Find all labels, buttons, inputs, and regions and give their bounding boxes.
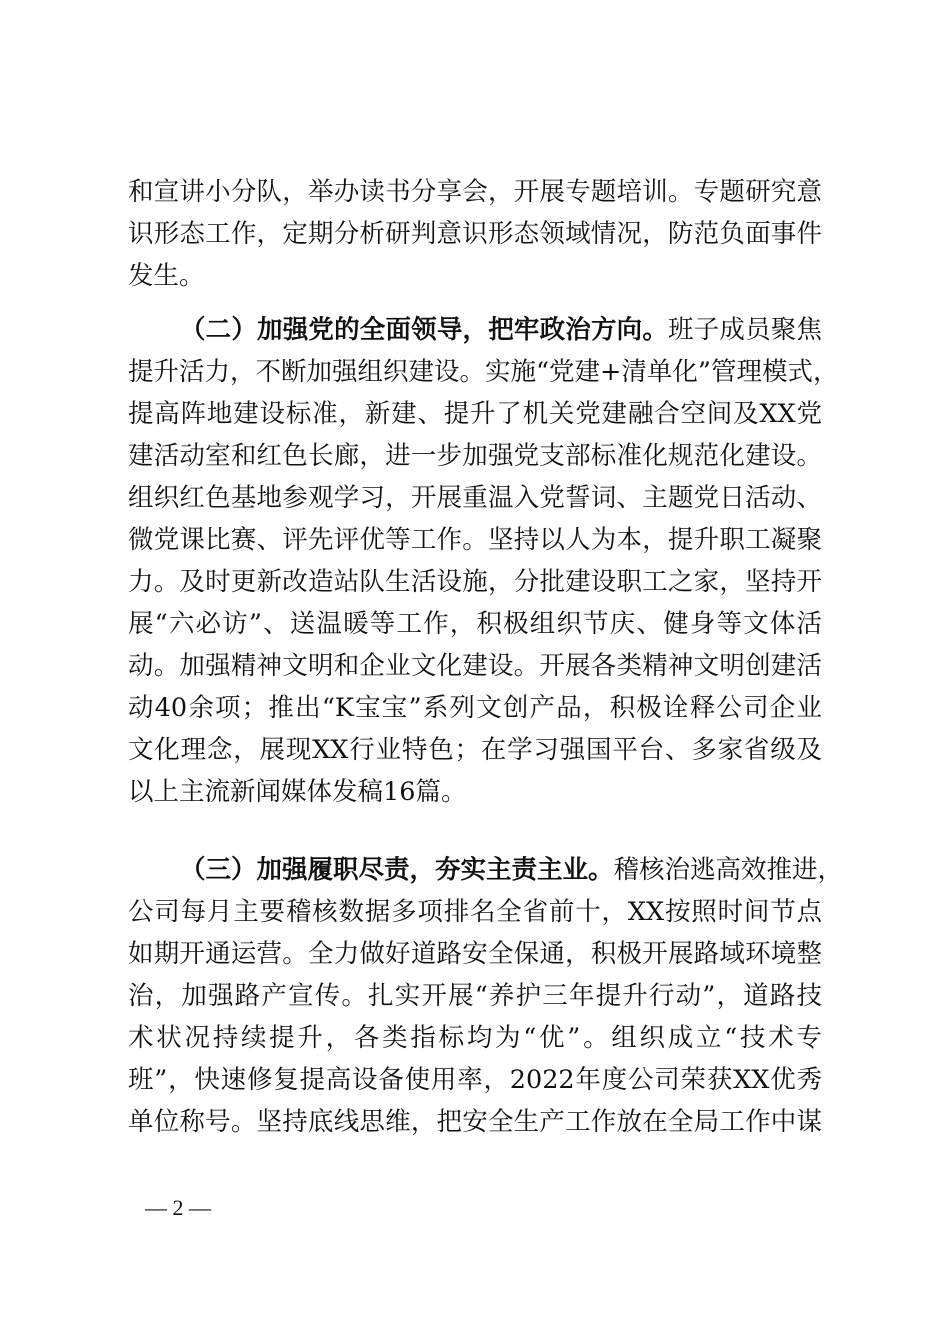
text-line: 单位称号。坚持底线思维，把安全生产工作放在全局工作中谋: [128, 1107, 822, 1137]
text-run: 班子成员聚焦: [668, 315, 822, 345]
section-heading-line: [180, 848, 844, 892]
text-line: 力。及时更新改造站队生活设施，分批建设职工之家，坚持开: [128, 567, 822, 597]
text-line: 班”，快速修复提高设备使用率，2022年度公司荣获XX优秀: [128, 1065, 822, 1095]
text-line: 以上主流新闻媒体发稿16篇。: [128, 777, 467, 807]
text-run: 稽核治逃高效推进，: [613, 855, 844, 885]
text-line: 提升活力，不断加强组织建设。实施“党建+清单化”管理模式，: [128, 357, 839, 387]
text-line: 公司每月主要稽核数据多项排名全省前十，XX按照时间节点: [128, 897, 822, 927]
text-line: 识形态工作，定期分析研判意识形态领域情况，防范负面事件: [128, 219, 822, 249]
section-heading: （二）加强党的全面领导，把牢政治方向。: [180, 315, 669, 345]
text-line: 组织红色基地参观学习，开展重温入党誓词、主题党日活动、: [128, 483, 822, 513]
text-line: 动40余项；推出“K宝宝”系列文创产品，积极诠释公司企业: [128, 693, 822, 723]
text-line: 动。加强精神文明和企业文化建设。开展各类精神文明创建活: [128, 651, 822, 681]
text-line: 术状况持续提升，各类指标均为“优”。组织成立“技术专: [128, 1023, 822, 1053]
text-line: 微党课比赛、评先评优等工作。坚持以人为本，提升职工凝聚: [128, 525, 822, 555]
text-line: 提高阵地建设标准，新建、提升了机关党建融合空间及XX党: [128, 399, 822, 429]
text-line: 建活动室和红色长廊，进一步加强党支部标准化规范化建设。: [128, 441, 822, 471]
section-heading: （三）加强履职尽责，夯实主责主业。: [180, 855, 614, 885]
text-line: 发生。: [128, 261, 205, 291]
page-number: — 2 —: [145, 1195, 211, 1220]
text-line: 和宣讲小分队，举办读书分享会，开展专题培训。专题研究意: [128, 177, 822, 207]
text-line: 展“六必访”、送温暖等工作，积极组织节庆、健身等文体活: [128, 609, 822, 639]
text-line: 如期开通运营。全力做好道路安全保通，积极开展路域环境整: [128, 939, 822, 969]
text-line: 治，加强路产宣传。扎实开展“养护三年提升行动”，道路技: [128, 981, 822, 1011]
section-heading-line: [180, 308, 822, 352]
text-line: 文化理念，展现XX行业特色；在学习强国平台、多家省级及: [128, 735, 822, 765]
